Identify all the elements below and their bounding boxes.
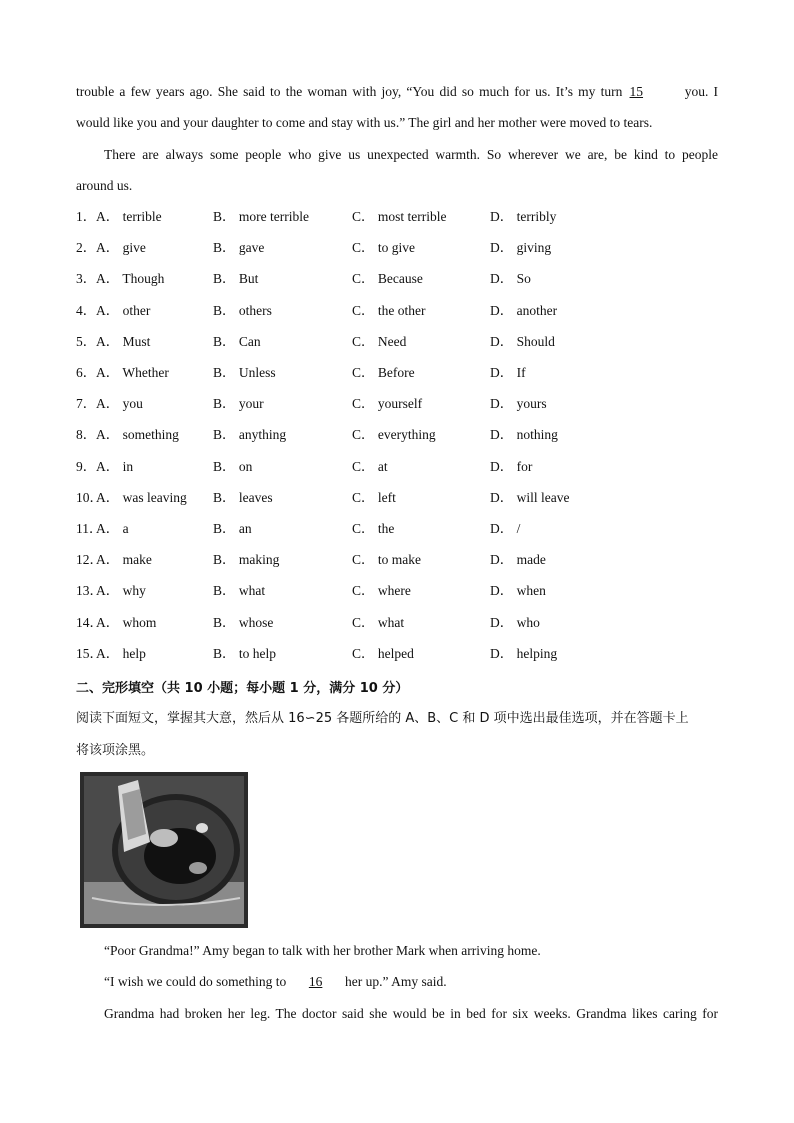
option-b: B． what	[213, 583, 266, 599]
option-b: B． gave	[213, 240, 265, 256]
question-number: 4．	[76, 302, 97, 318]
question-row	[76, 551, 718, 569]
option-b: B． others	[213, 302, 272, 318]
option-a: A． Whether	[96, 365, 169, 380]
option-d: D． for	[490, 458, 533, 474]
option-d: D． giving	[490, 240, 552, 256]
question-row	[76, 239, 718, 257]
passage2-line-3: Grandma had broken her leg. The doctor said she would be in bed for six weeks. Grandma likes caring for	[104, 1006, 718, 1021]
option-d: D． Should	[490, 333, 555, 349]
option-b: B． Can	[213, 333, 261, 349]
option-d: D． terribly	[490, 209, 557, 224]
option-d: D． made	[490, 552, 546, 568]
question-number: 2．	[76, 240, 97, 256]
option-c: C． left	[352, 489, 396, 505]
passage-line-1	[76, 83, 718, 101]
option-d: D． If	[490, 365, 526, 380]
question-number: 10．	[76, 489, 103, 505]
passage-line-4: around us.	[76, 178, 133, 193]
option-b: B． anything	[213, 427, 287, 443]
question-row	[76, 458, 718, 476]
jar-image	[80, 772, 248, 928]
option-a: A． you	[96, 396, 143, 412]
option-a: A． terrible	[96, 209, 162, 224]
jar-photo	[80, 772, 248, 928]
option-b: B． leaves	[213, 489, 273, 505]
option-d: D． when	[490, 583, 546, 599]
option-d: D． /	[490, 521, 521, 536]
option-c: C． what	[352, 614, 405, 630]
option-c: C． to give	[352, 240, 415, 256]
option-b: B． whose	[213, 614, 274, 630]
option-b: B． an	[213, 521, 252, 536]
question-number: 5．	[76, 333, 97, 349]
question-row	[76, 582, 718, 600]
question-row	[76, 302, 718, 320]
question-row	[76, 489, 718, 507]
option-a: A． was leaving	[96, 489, 187, 505]
option-b: B． making	[213, 552, 280, 568]
option-d: D． helping	[490, 645, 558, 661]
question-number: 12．	[76, 552, 103, 568]
option-c: C． Because	[352, 271, 423, 287]
option-d: D． will leave	[490, 489, 570, 505]
option-b: B． more terrible	[213, 209, 309, 224]
question-row	[76, 333, 718, 351]
option-a: A． make	[96, 552, 152, 568]
instructions-line-2: 将该项涂黑。	[76, 743, 155, 758]
passage2-line-1: “Poor Grandma!” Amy began to talk with her brother Mark when arriving home.	[104, 943, 541, 958]
question-number: 15．	[76, 645, 103, 661]
question-row	[76, 270, 718, 288]
option-c: C． the	[352, 521, 395, 536]
option-c: C． Need	[352, 333, 407, 349]
passage-line-2: would like you and your daughter to come and stay with us.” The girl and her mother were moved to tears.	[76, 115, 653, 130]
option-a: A． why	[96, 583, 146, 599]
option-c: C． everything	[352, 427, 436, 443]
question-number: 9．	[76, 458, 97, 474]
passage-text: you. I	[684, 84, 719, 99]
option-c: C． helped	[352, 645, 414, 661]
question-row	[76, 645, 718, 663]
section-title: 二、完形填空（共 10 小题；每小题 1 分，满分 10 分）	[76, 681, 409, 696]
option-a: A． a	[96, 521, 129, 536]
question-number: 6．	[76, 365, 97, 380]
question-number: 7．	[76, 396, 97, 412]
question-number: 13．	[76, 583, 103, 599]
option-c: C． at	[352, 458, 388, 474]
option-a: A． other	[96, 302, 151, 318]
option-b: B． to help	[213, 645, 276, 661]
question-number: 14．	[76, 614, 103, 630]
question-row	[76, 395, 718, 413]
question-row	[76, 208, 718, 226]
option-b: B． your	[213, 396, 264, 412]
option-c: C． where	[352, 583, 411, 599]
passage-text: trouble a few years ago. She said to the woman with joy, “You did so much for us. It’s my turn	[76, 84, 623, 99]
option-d: D． nothing	[490, 427, 558, 443]
question-row	[76, 426, 718, 444]
option-c: C． yourself	[352, 396, 423, 412]
option-c: C． the other	[352, 302, 426, 318]
question-number: 1．	[76, 209, 97, 224]
option-c: C． most terrible	[352, 209, 447, 224]
option-a: A． something	[96, 427, 179, 443]
blank-16: 16	[308, 974, 323, 989]
instructions-line-1: 阅读下面短文，掌握其大意，然后从 16∽25 各题所给的 A、B、C 和 D 项中选出最佳选项，并在答题卡上	[76, 711, 689, 726]
question-number: 11．	[76, 521, 103, 536]
option-c: C． to make	[352, 552, 421, 568]
option-a: A． in	[96, 458, 134, 474]
option-b: B． Unless	[213, 365, 276, 380]
option-a: A． Must	[96, 333, 151, 349]
option-d: D． yours	[490, 396, 547, 412]
option-b: B． But	[213, 271, 259, 287]
option-a: A． give	[96, 240, 146, 256]
option-a: A． Though	[96, 271, 165, 287]
option-a: A． help	[96, 645, 146, 661]
option-d: D． another	[490, 302, 558, 318]
option-d: D． who	[490, 614, 540, 630]
option-b: B． on	[213, 458, 253, 474]
passage2-line-2	[104, 973, 718, 991]
option-d: D． So	[490, 271, 531, 287]
question-row	[76, 520, 718, 538]
passage-text: “I wish we could do something to	[104, 974, 287, 989]
question-number: 8．	[76, 427, 97, 443]
option-c: C． Before	[352, 365, 415, 380]
blank-15: 15	[629, 84, 644, 99]
question-row	[76, 364, 718, 382]
passage-line-3: There are always some people who give us unexpected warmth. So wherever we are, be kind to people	[104, 147, 718, 162]
option-a: A． whom	[96, 614, 157, 630]
passage-text: her up.” Amy said.	[344, 974, 447, 989]
question-number: 3．	[76, 271, 97, 287]
question-row	[76, 614, 718, 632]
